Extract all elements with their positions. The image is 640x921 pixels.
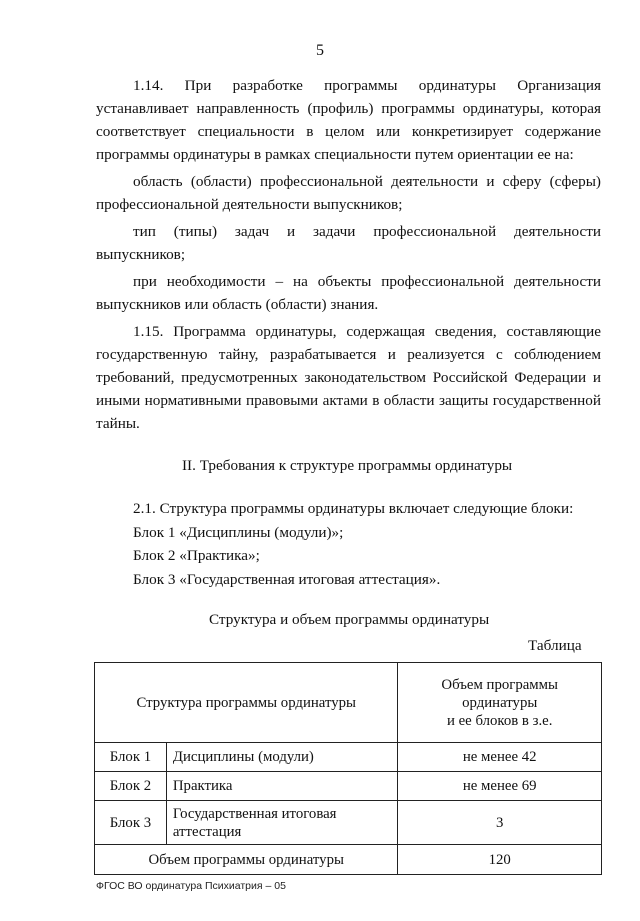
block-name-cell: Дисциплины (модули)	[166, 743, 398, 772]
body-text	[96, 74, 601, 439]
structure-list	[96, 497, 601, 591]
block-cell: Блок 1	[95, 743, 167, 772]
table-total-row	[95, 845, 602, 875]
block-item: Блок 2 «Практика»;	[133, 547, 260, 564]
paragraph-1-14: 1.14. При разработке программы ординатуры Организация устанавливает направленность (профиль) программы ординатуры, которая соответствует специальности в целом или конкретизирует содержание программы ординатуры в рамках специальности путем ориентации ее на:	[96, 77, 601, 163]
total-value-cell: 120	[398, 845, 602, 875]
block-cell: Блок 2	[95, 772, 167, 801]
structure-table	[94, 662, 602, 875]
block-name-line: Государственная итоговая	[172, 805, 337, 822]
block-volume-cell: не менее 69	[398, 772, 602, 801]
page-number: 5	[316, 42, 324, 59]
total-label-cell: Объем программы ординатуры	[95, 845, 398, 875]
header-volume-line: и ее блоков в з.е.	[447, 712, 553, 729]
paragraph-area: область (области) профессиональной деятельности и сферу (сферы) профессиональной деятельности выпускников;	[96, 173, 601, 213]
table-title: Структура и объем программы ординатуры	[209, 611, 490, 628]
footer-text: ФГОС ВО ординатура Психиатрия – 05	[96, 880, 286, 892]
block-name-cell: Практика	[166, 772, 398, 801]
table-row	[95, 772, 602, 801]
header-volume	[398, 663, 602, 743]
table-label: Таблица	[528, 637, 582, 654]
table-row	[95, 743, 602, 772]
section-title: II. Требования к структуре программы ординатуры	[182, 457, 513, 474]
block-cell: Блок 3	[95, 801, 167, 845]
header-volume-line: Объем программы	[441, 676, 558, 693]
block-item: Блок 1 «Дисциплины (модули)»;	[133, 523, 344, 541]
structure-intro: 2.1. Структура программы ординатуры включает следующие блоки:	[133, 500, 574, 517]
paragraph-types: тип (типы) задач и задачи профессиональной деятельности выпускников;	[96, 223, 601, 263]
header-structure: Структура программы ординатуры	[95, 663, 398, 743]
block-name-cell	[166, 801, 398, 845]
block-name-line: аттестация	[172, 823, 242, 840]
block-item: Блок 3 «Государственная итоговая аттестация».	[133, 570, 441, 588]
block-volume-cell: не менее 42	[398, 743, 602, 772]
table-row	[95, 801, 602, 845]
table-header-row	[95, 663, 602, 743]
paragraph-objects: при необходимости – на объекты профессиональной деятельности выпускников или область (области) знания.	[96, 273, 601, 313]
block-volume-cell: 3	[398, 801, 602, 845]
header-volume-line: ординатуры	[462, 694, 538, 711]
paragraph-1-15: 1.15. Программа ординатуры, содержащая сведения, составляющие государственную тайну, разрабатывается и реализуется с соблюдением требований, предусмотренных законодательством Российской Федерации и иными нормативными правовыми актами в области защиты государственной тайны.	[96, 323, 601, 432]
